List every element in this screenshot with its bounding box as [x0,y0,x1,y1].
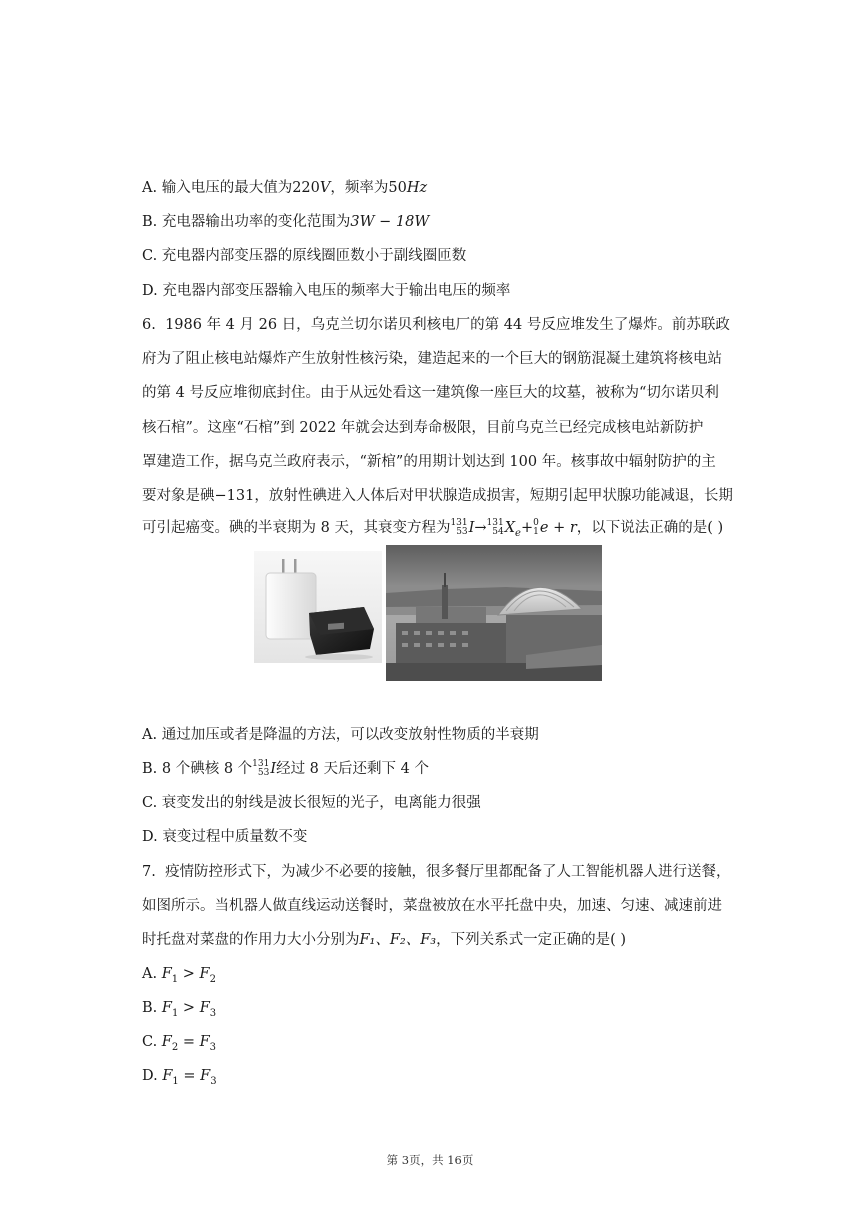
option-text: 充电器内部变压器输入电压的频率大于输出电压的频率 [162,283,511,299]
charger-image [254,551,382,663]
question-text: 时托盘对菜盘的作用力大小分别为 [142,932,360,948]
voltage-value: 220 [292,180,320,196]
relation-operator: > [182,966,195,982]
q7-option-d [142,1066,217,1092]
element-symbol: I [468,520,475,536]
electron-nuclide: 0 1 [533,518,539,537]
force-subscript: 1 [171,973,179,985]
option-label: D. [142,1068,158,1084]
page-footer: 第 3页，共 16页 [386,1153,474,1167]
plus-sign: + [520,520,534,536]
option-label: B. [142,761,158,777]
question-text: 可引起癌变。碘的半衰期为 8 天，其衰变方程为 [142,520,451,536]
q6-option-a [142,725,539,745]
q6-line-3: 的第 4 号反应堆彻底封住。由于从远处看这一建筑像一座巨大的坟墓，被称为“切尔诺贝利 [142,385,719,401]
chernobyl-plant-image [386,545,602,681]
xenon-nuclide: 131 54 [486,518,504,537]
arrow-icon: → [474,520,487,536]
question-text: 1986 年 4 月 26 日，乌克兰切尔诺贝利核电厂的第 44 号反应堆发生了爆炸。前苏联政 [165,317,730,333]
force-subscript: 3 [210,1075,217,1087]
force-symbol: F [161,966,172,982]
q7-line-2: 如图所示。当机器人做直线运动送餐时，菜盘被放在水平托盘中央，加速、匀速、减速前进 [142,898,722,914]
gamma-term: + r [553,520,577,536]
q6-line-5: 罩建造工作，据乌克兰政府表示，“新棺”的用期计划达到 100 年。核事故中辐射防护的主 [142,454,716,470]
q7-option-c [142,1032,216,1058]
option-label: C. [142,1034,158,1050]
q6-option-b [142,759,429,779]
force-symbol: F [199,966,210,982]
force-subscript: 1 [172,1075,179,1087]
option-label: A. [142,966,158,982]
q5-option-c [142,246,466,266]
question-text: 疫情防控形式下，为减少不必要的接触，很多餐厅里都配备了人工智能机器人进行送餐， [165,864,731,880]
option-text: 输入电压的最大值为 [161,180,293,196]
q6-option-d [142,827,307,847]
force-symbol: F [161,1034,172,1050]
q5-option-b [142,212,429,232]
relation-operator: = [183,1068,196,1084]
force-subscript: 3 [209,1041,217,1053]
option-text: 衰变发出的射线是波长很短的光子，电离能力很强 [161,795,481,811]
option-text: 通过加压或者是降温的方法，可以改变放射性物质的半衰期 [161,727,539,743]
option-text: 充电器输出功率的变化范围为 [161,214,351,230]
option-label: C. [142,795,158,811]
option-text: ，频率为 [330,180,389,196]
q6-line-4: 核石棺”。这座“石棺”到 2022 年就会达到寿命极限，目前乌克兰已经完成核电站新防护 [142,420,704,436]
force-list: F₁、F₂、F₃ [359,932,437,948]
option-label: C. [142,248,158,264]
q6-option-c [142,793,481,813]
option-text: 8 个碘核 8 个 [161,761,253,777]
q6-line-6: 要对象是碘−131，放射性碘进入人体后对甲状腺造成损害，短期引起甲状腺功能减退，长期 [142,488,733,504]
option-label: B. [142,1000,158,1016]
option-text: 充电器内部变压器的原线圈匝数小于副线圈匝数 [161,248,467,264]
q5-option-a [142,178,427,198]
power-range: 3W − 18W [350,214,430,230]
force-subscript: 3 [209,1007,217,1019]
force-symbol: F [199,1000,210,1016]
question-text: ，下列关系式一定正确的是( ) [436,932,627,948]
option-label: A. [142,180,158,196]
element-symbol: I [270,761,277,777]
relation-operator: = [182,1034,195,1050]
iodine-nuclide: 131 53 [450,518,468,537]
element-symbol: X [504,520,516,536]
frequency-unit: Hz [406,180,428,196]
frequency-value: 50 [388,180,407,196]
force-symbol: F [161,1000,172,1016]
option-label: D. [142,283,158,299]
option-label: A. [142,727,158,743]
q7-line-3 [142,930,626,950]
electron-symbol: e [539,520,549,536]
option-label: B. [142,214,158,230]
q6-line-2: 府为了阻止核电站爆炸产生放射性核污染，建造起来的一个巨大的钢筋混凝土建筑将核电站 [142,351,722,367]
relation-operator: > [182,1000,196,1016]
force-subscript: 2 [171,1041,179,1053]
q7-line-1 [142,862,731,882]
option-text: 经过 8 天后还剩下 4 个 [276,761,429,777]
q6-line-7 [142,518,723,544]
question-number: 6. [142,317,156,333]
iodine-nuclide: 131 53 [252,759,270,778]
option-label: D. [142,829,158,845]
question-text: ，以下说法正确的是( ) [576,520,724,536]
element-subscript: e [515,527,521,539]
force-subscript: 2 [209,973,216,985]
force-symbol: F [199,1034,210,1050]
q7-option-b [142,998,216,1024]
question-number: 7. [142,864,156,880]
q7-option-a [142,964,216,990]
q5-option-d [142,281,510,301]
option-text: 衰变过程中质量数不变 [162,829,308,845]
force-symbol: F [162,1068,173,1084]
force-subscript: 1 [171,1007,179,1019]
force-symbol: F [200,1068,211,1084]
voltage-unit: V [319,180,331,196]
q6-line-1 [142,315,730,335]
